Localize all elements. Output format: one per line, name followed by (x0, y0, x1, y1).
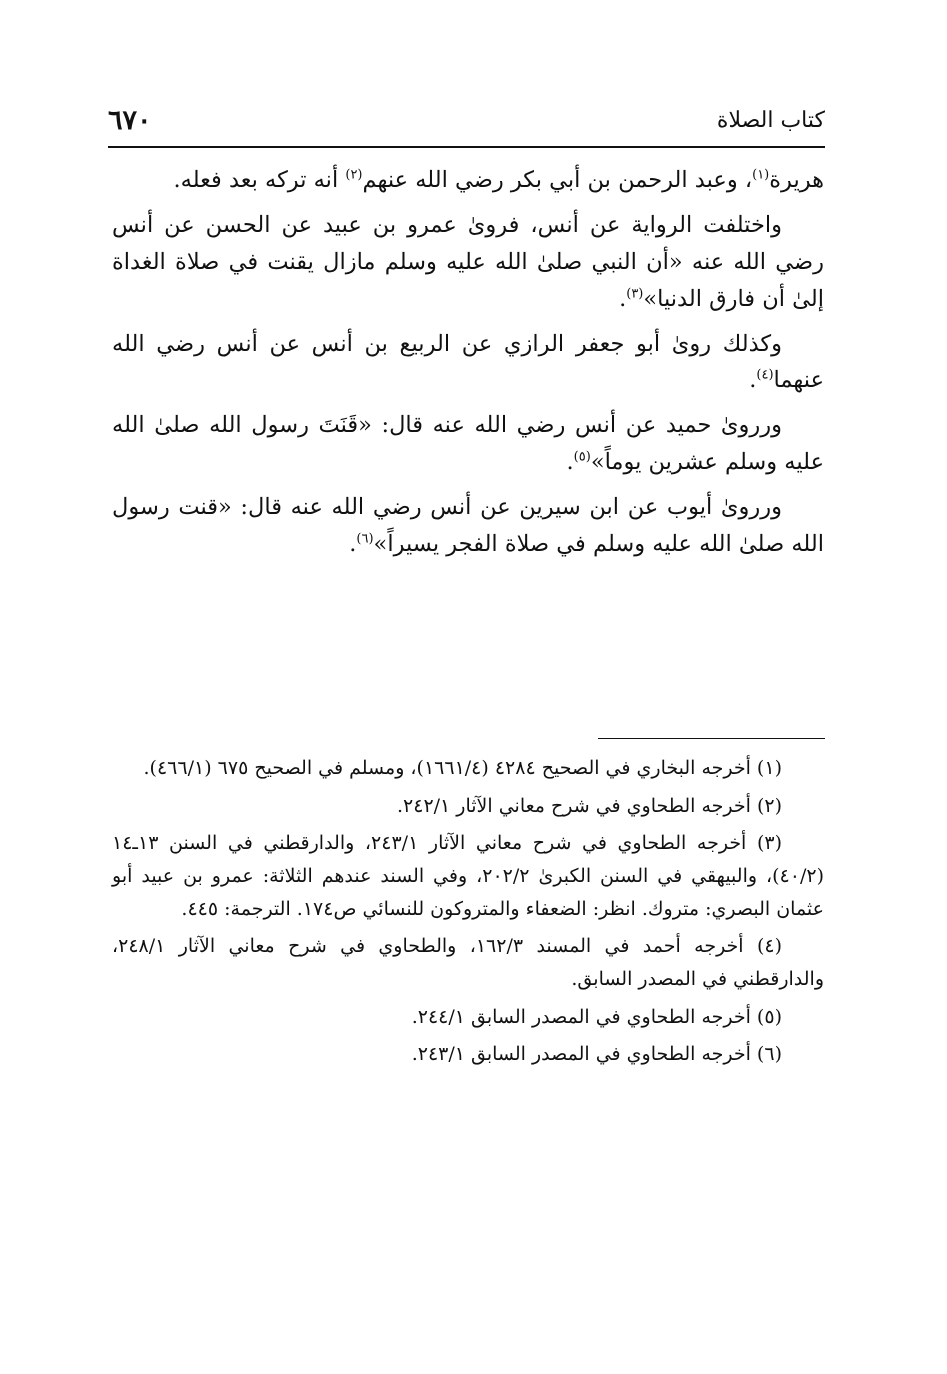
page-header (108, 98, 825, 142)
running-title: كتاب الصلاة (716, 107, 825, 133)
paragraph-3 (112, 326, 824, 400)
main-text (112, 162, 824, 571)
text-run: . (749, 367, 757, 394)
text-run: ، وعبد الرحمن بن أبي بكر رضي الله عنهم (362, 167, 753, 193)
footnote-4: (٤) أخرجه أحمد في المسند ١٦٢/٣، والطحاوي في شرح معاني الآثار ٢٤٨/١، والدارقطني في المصدر السابق. (112, 935, 824, 991)
footnote-6: (٦) أخرجه الطحاوي في المصدر السابق ٢٤٣/١. (411, 1043, 782, 1066)
page-number: ٦٧٠ (108, 104, 152, 136)
paragraph-1 (112, 162, 824, 199)
footnote-separator (598, 738, 825, 739)
text-run: . (566, 449, 574, 476)
footnote-1: (١) أخرجه البخاري في الصحيح ٤٢٨٤ (١٦٦١/٤)، ومسلم في الصحيح ٦٧٥ (٤٦٦/١). (143, 757, 782, 779)
text-run: هريرة (769, 167, 824, 193)
footnote-ref: (٤) (756, 367, 774, 383)
paragraph-2 (112, 207, 824, 318)
text-run: وكذلك روىٰ أبو جعفر الرازي عن الربيع بن أنس عن أنس رضي الله عنهما (112, 330, 824, 394)
footnote-ref: (١) (752, 167, 770, 183)
footnote-ref: (٦) (356, 531, 374, 547)
header-rule (108, 146, 825, 148)
footnote-ref: (٣) (626, 286, 644, 302)
footnotes (112, 752, 824, 1076)
text-run: . (619, 285, 627, 312)
text-run: واختلفت الرواية عن أنس، فروىٰ عمرو بن عبيد عن الحسن عن أنس رضي الله عنه «أن النبي صلىٰ الله عليه وسلم مازال يقنت في صلاة الغداة إلىٰ أن فارق الدنيا» (112, 211, 824, 312)
footnote-ref: (٢) (345, 167, 363, 183)
paragraph-4 (112, 407, 824, 481)
text-run: ورروىٰ أيوب عن ابن سيرين عن أنس رضي الله عنه قال: «قنت رسول الله صلىٰ الله عليه وسلم في صلاة الفجر يسيراً» (112, 494, 824, 558)
text-run: . (349, 531, 357, 558)
paragraph-5 (112, 489, 824, 563)
footnote-ref: (٥) (573, 449, 591, 465)
text-run: أنه تركه بعد فعله. (173, 167, 346, 193)
footnote-3: (٣) أخرجه الطحاوي في شرح معاني الآثار ٢٤٣/١، والدارقطني في السنن ١٣ـ١٤ (٤٠/٢)، والبيهقي في السنن الكبرىٰ ٢٠٢/٢، وفي السند عندهم الثلاثة: عمرو بن عبيد أبو عثمان البصري: متروك. انظر: الضعفاء والمتروكون للنسائي ص١٧٤. الترجمة: ٤٤٥. (112, 832, 824, 920)
footnote-5: (٥) أخرجه الطحاوي في المصدر السابق ٢٤٤/١. (411, 1005, 782, 1028)
footnote-2: (٢) أخرجه الطحاوي في شرح معاني الآثار ٢٤٢/١. (396, 794, 782, 817)
text-run: ورروىٰ حميد عن أنس رضي الله عنه قال: «قَنَتَ رسول الله صلىٰ الله عليه وسلم عشرين يوماً» (112, 412, 824, 476)
